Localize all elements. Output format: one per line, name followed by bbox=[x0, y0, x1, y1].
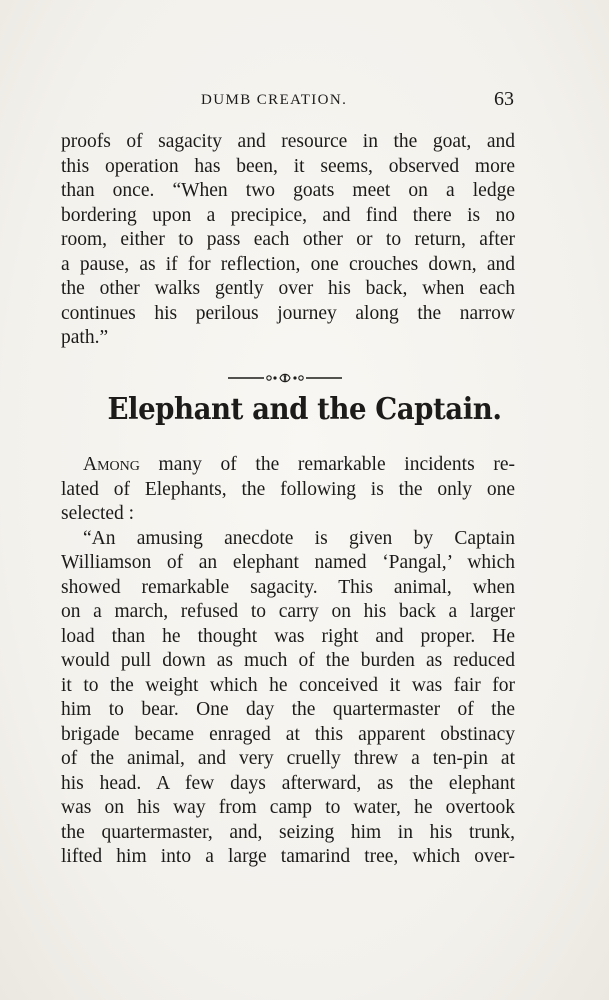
text-line: was on his way from camp to water, he overtook bbox=[61, 797, 515, 818]
text-fragment: many of the remarkable incidents re- bbox=[139, 454, 515, 475]
text-line: room, either to pass each other or to return, after bbox=[61, 229, 515, 250]
text-line: path.” bbox=[61, 327, 109, 348]
text-line: would pull down as much of the burden as reduced bbox=[61, 650, 515, 671]
text-line: load than he thought was right and proper. He bbox=[61, 625, 515, 647]
running-head bbox=[58, 88, 516, 118]
text-line: him to bear. One day the quartermaster of the bbox=[61, 699, 515, 720]
page-number: 63 bbox=[494, 88, 514, 110]
text-line: a pause, as if for reflection, one crouches down, and bbox=[61, 253, 515, 275]
text-line: it to the weight which he conceived it was fair for bbox=[61, 674, 515, 696]
text-line: showed remarkable sagacity. This animal, when bbox=[61, 576, 515, 598]
text-line bbox=[61, 453, 515, 478]
text-line: this operation has been, it seems, observed more bbox=[61, 155, 515, 177]
dropword: Among bbox=[83, 454, 140, 475]
section-ornament bbox=[228, 371, 342, 385]
text-line: on a march, refused to carry on his back a larger bbox=[61, 601, 515, 622]
text-line: brigade became enraged at this apparent obstinacy bbox=[61, 723, 515, 745]
text-line: bordering upon a precipice, and find there is no bbox=[61, 204, 515, 226]
text-line: his head. A few days afterward, as the elephant bbox=[61, 772, 515, 794]
paragraph-elephants-intro bbox=[61, 453, 515, 870]
running-title: DUMB CREATION. bbox=[201, 92, 348, 108]
text-line: Williamson of an elephant named ‘Pangal,’ which bbox=[61, 552, 515, 573]
text-line: “An amusing anecdote is given by Captain bbox=[83, 527, 515, 549]
section-heading: Elephant and the Captain. bbox=[107, 392, 502, 427]
text-line: lifted him into a large tamarind tree, which over- bbox=[61, 846, 515, 867]
text-line: continues his perilous journey along the narrow bbox=[61, 302, 515, 324]
text-line: of the animal, and very cruelly threw a ten-pin at bbox=[61, 748, 515, 769]
text-line: lated of Elephants, the following is the only one bbox=[61, 478, 515, 500]
text-line: proofs of sagacity and resource in the goat, and bbox=[61, 131, 515, 152]
text-line: the other walks gently over his back, when each bbox=[61, 278, 515, 299]
text-line: the quartermaster, and, seizing him in his trunk, bbox=[61, 821, 515, 843]
text-line: selected : bbox=[61, 503, 135, 524]
text-line: than once. “When two goats meet on a ledge bbox=[61, 180, 515, 201]
paragraph-goats bbox=[61, 130, 515, 351]
